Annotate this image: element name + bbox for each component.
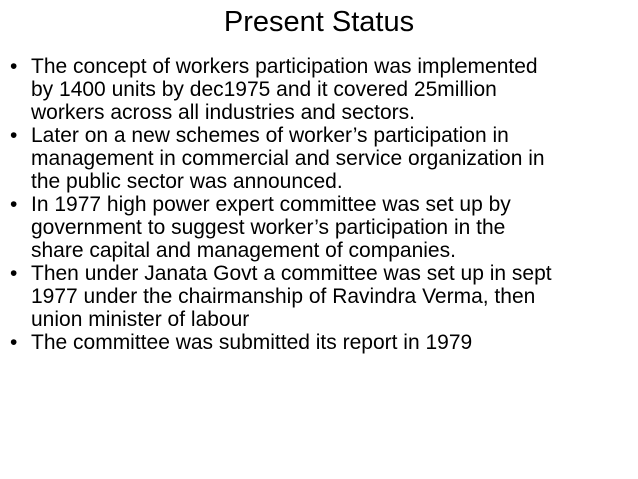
bullet-line: The committee was submitted its report in 1979 [31, 331, 473, 354]
bullet-line: 1977 under the chairmanship of Ravindra Verma, then [31, 285, 536, 308]
bullet-icon: • [10, 193, 18, 216]
bullet-line: share capital and management of companies. [31, 239, 456, 262]
bullet-item [10, 262, 632, 331]
bullet-line: management in commercial and service organization in [31, 147, 545, 170]
bullet-line: workers across all industries and sectors. [31, 101, 415, 124]
slide-title: Present Status [223, 6, 415, 38]
bullet-icon: • [10, 262, 18, 285]
bullet-item [10, 331, 632, 354]
bullet-line: The concept of workers participation was implemented [31, 55, 538, 78]
bullet-item [10, 55, 632, 124]
bullet-line: Later on a new schemes of worker’s participation in [31, 124, 509, 147]
bullet-line: union minister of labour [31, 308, 250, 331]
bullet-icon: • [10, 331, 18, 354]
bullet-line: the public sector was announced. [31, 170, 343, 193]
bullet-item [10, 124, 632, 193]
bullet-line: In 1977 high power expert committee was set up by [31, 193, 511, 216]
bullet-icon: • [10, 55, 18, 78]
bullet-item [10, 193, 632, 262]
bullet-line: Then under Janata Govt a committee was set up in sept [31, 262, 552, 285]
bullet-list [10, 55, 632, 354]
bullet-line: government to suggest worker’s participation in the [31, 216, 506, 239]
bullet-line: by 1400 units by dec1975 and it covered 25million [31, 78, 497, 101]
bullet-icon: • [10, 124, 18, 147]
